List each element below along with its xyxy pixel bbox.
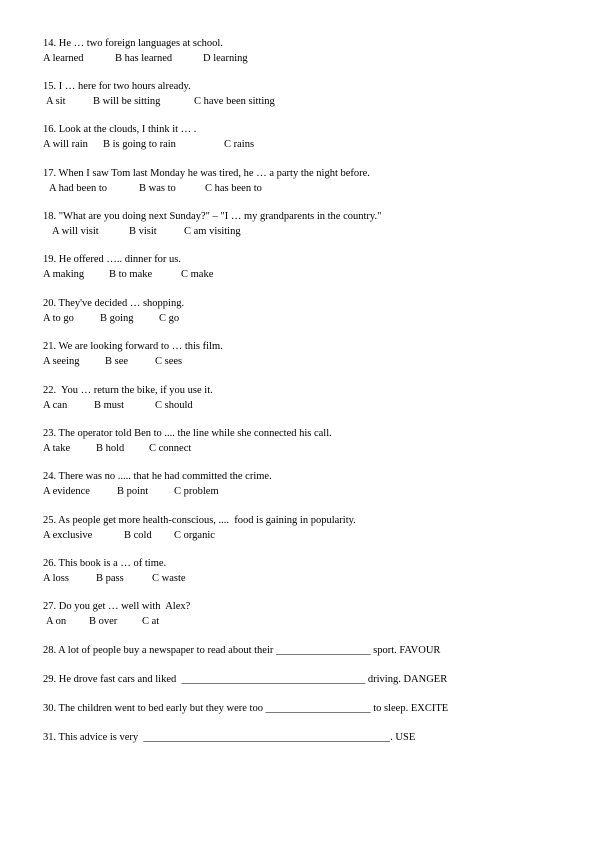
question-options xyxy=(43,312,563,327)
option-b: B visit xyxy=(129,225,157,237)
question-stem: 19. He offered ….. dinner for us. xyxy=(43,254,182,265)
option-a: A making xyxy=(43,268,85,280)
question-stem: 22. You … return the bike, if you use it. xyxy=(43,385,213,396)
question-15 xyxy=(43,80,563,109)
option-c: C go xyxy=(159,312,180,324)
answer-blank[interactable]: ____________________ xyxy=(265,703,371,714)
sentence-end: . USE xyxy=(390,732,416,743)
question-stem: 21. We are looking forward to … this film. xyxy=(43,341,223,352)
question-22 xyxy=(43,384,563,413)
question-options xyxy=(43,182,563,197)
question-20 xyxy=(43,297,563,326)
option-c: C waste xyxy=(152,572,186,584)
sentence-end: to sleep. EXCITE xyxy=(370,703,449,714)
option-a: A seeing xyxy=(43,355,80,367)
question-stem: 17. When I saw Tom last Monday he was tired, he … a party the night before. xyxy=(43,168,370,179)
question-21 xyxy=(43,340,563,369)
question-stem: 18. "What are you doing next Sunday?" – "I … my grandparents in the country." xyxy=(43,211,382,222)
question-18 xyxy=(43,210,563,239)
question-stem: 16. Look at the clouds, I think it … . xyxy=(43,124,197,135)
question-options xyxy=(43,399,563,414)
option-c: D learning xyxy=(203,52,248,64)
question-19 xyxy=(43,253,563,282)
question-options xyxy=(43,95,563,110)
option-a: A will rain xyxy=(43,138,88,150)
answer-blank[interactable]: ___________________________________ xyxy=(181,674,366,685)
option-b: B pass xyxy=(96,572,124,584)
option-b: B cold xyxy=(124,529,152,541)
option-b: B will be sitting xyxy=(93,95,161,107)
question-25 xyxy=(43,514,563,543)
question-options xyxy=(43,268,563,283)
question-stem: 26. This book is a … of time. xyxy=(43,558,167,569)
question-options xyxy=(43,442,563,457)
option-a: A evidence xyxy=(43,485,90,497)
option-a: A can xyxy=(43,399,68,411)
question-stem: 14. He … two foreign languages at school. xyxy=(43,38,223,49)
word-formation-31 xyxy=(43,731,415,745)
question-options xyxy=(43,138,563,153)
option-b: B hold xyxy=(96,442,125,454)
question-options xyxy=(43,52,563,67)
sentence-start: 29. He drove fast cars and liked xyxy=(43,674,182,685)
option-c: C have been sitting xyxy=(194,95,275,107)
sentence-start: 31. This advice is very xyxy=(43,732,144,743)
question-stem: 27. Do you get … well with Alex? xyxy=(43,601,191,612)
option-a: A sit xyxy=(46,95,66,107)
option-c: C has been to xyxy=(205,182,262,194)
option-c: C am visiting xyxy=(184,225,241,237)
question-stem: 20. They've decided … shopping. xyxy=(43,298,185,309)
option-a: A take xyxy=(43,442,71,454)
option-a: A to go xyxy=(43,312,74,324)
question-14 xyxy=(43,37,563,66)
option-a: A learned xyxy=(43,52,84,64)
option-c: C should xyxy=(155,399,193,411)
option-a: A on xyxy=(46,615,67,627)
question-stem: 25. As people get more health-conscious, .... food is gaining in popularity. xyxy=(43,515,356,526)
question-options xyxy=(43,225,563,240)
option-a: A loss xyxy=(43,572,69,584)
question-23 xyxy=(43,427,563,456)
option-b: B was to xyxy=(139,182,176,194)
answer-blank[interactable]: _______________________________________________ xyxy=(143,732,391,743)
question-options xyxy=(43,529,563,544)
word-formation-30 xyxy=(43,702,448,716)
option-c: C rains xyxy=(224,138,255,150)
option-b: B over xyxy=(89,615,118,627)
option-b: B point xyxy=(117,485,149,497)
option-b: B has learned xyxy=(115,52,173,64)
question-24 xyxy=(43,470,563,499)
question-26 xyxy=(43,557,563,586)
word-formation-28 xyxy=(43,644,440,658)
option-c: C make xyxy=(181,268,214,280)
sentence-end: driving. DANGER xyxy=(365,674,448,685)
option-c: C connect xyxy=(149,442,192,454)
question-stem: 15. I … here for two hours already. xyxy=(43,81,191,92)
question-16 xyxy=(43,123,563,152)
sentence-end: sport. FAVOUR xyxy=(370,645,441,656)
option-b: B must xyxy=(94,399,125,411)
option-a: A had been to xyxy=(49,182,108,194)
option-b: B is going to rain xyxy=(103,138,176,150)
question-options xyxy=(43,355,563,370)
answer-blank[interactable]: __________________ xyxy=(275,645,371,656)
option-c: C at xyxy=(142,615,160,627)
option-b: B going xyxy=(100,312,134,324)
option-b: B to make xyxy=(109,268,153,280)
option-c: C problem xyxy=(174,485,219,497)
question-stem: 24. There was no ..... that he had committed the crime. xyxy=(43,471,272,482)
question-17 xyxy=(43,167,563,196)
option-a: A exclusive xyxy=(43,529,93,541)
question-stem: 23. The operator told Ben to .... the line while she connected his call. xyxy=(43,428,332,439)
option-a: A will visit xyxy=(52,225,99,237)
option-c: C sees xyxy=(155,355,183,367)
option-c: C organic xyxy=(174,529,215,541)
question-options xyxy=(43,572,563,587)
question-options xyxy=(43,485,563,500)
sentence-start: 30. The children went to bed early but they were too xyxy=(43,703,266,714)
sentence-start: 28. A lot of people buy a newspaper to read about their xyxy=(43,645,276,656)
option-b: B see xyxy=(105,355,129,367)
word-formation-29 xyxy=(43,673,447,687)
question-options xyxy=(43,615,563,630)
question-27 xyxy=(43,600,563,629)
